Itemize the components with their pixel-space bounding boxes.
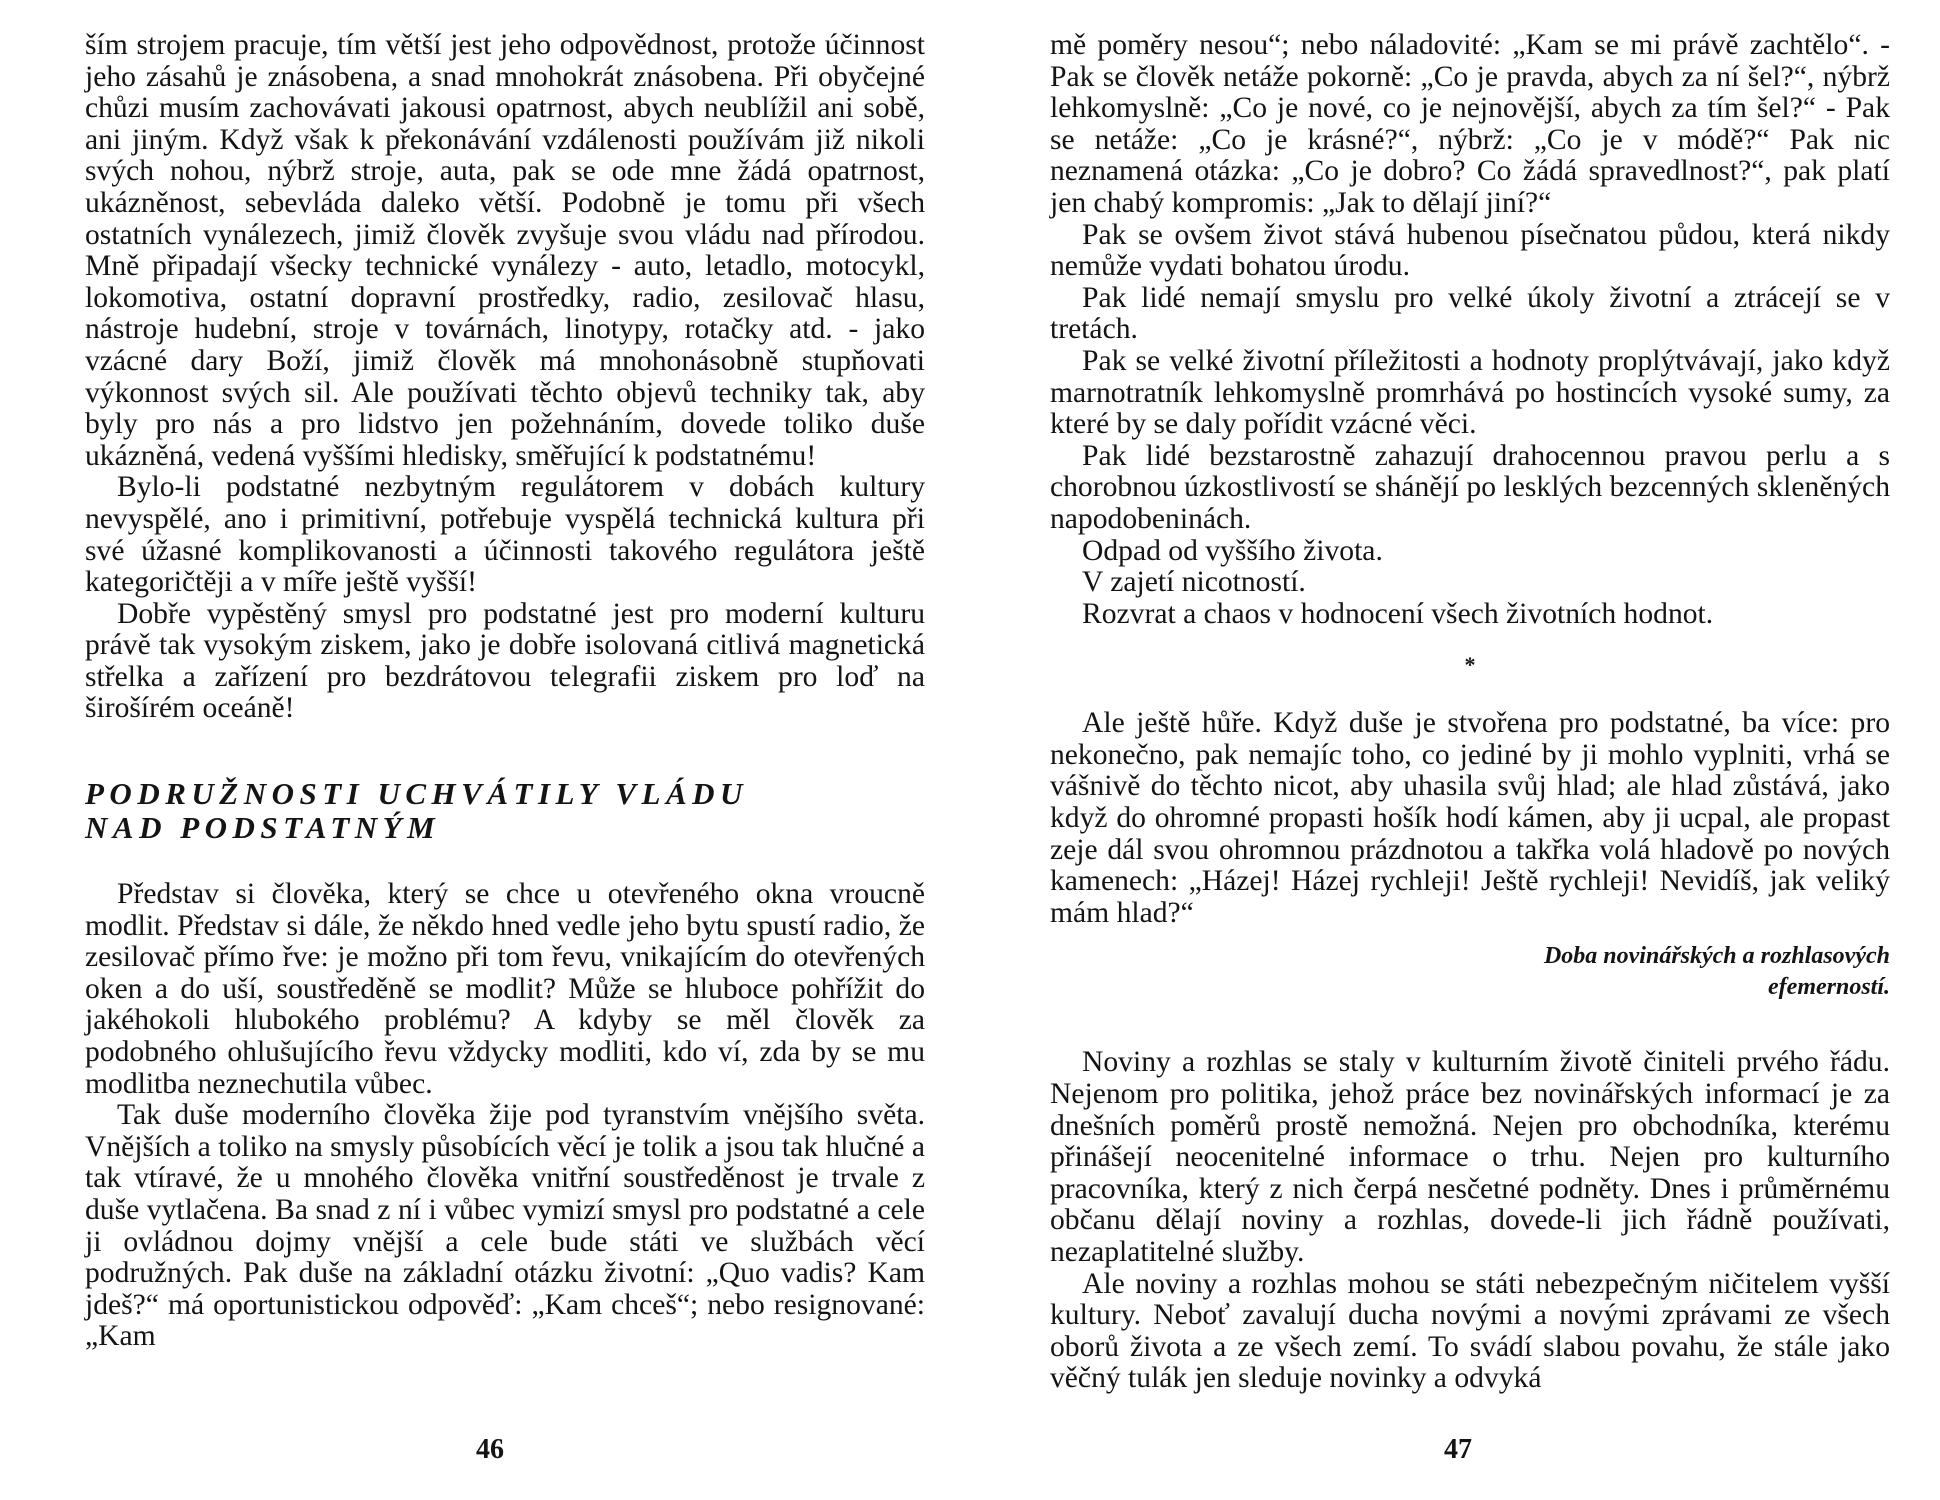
right-body-top <box>1050 30 1890 630</box>
section-heading-line: NAD PODSTATNÝM <box>85 810 441 846</box>
paragraph: ším strojem pracuje, tím větší jest jeho odpovědnost, protože účinnost jeho zásahů je znásobena, a snad mnohokrát znásobena. Při obyčejné chůzi musím zachovávati jakousi opatrnost, abych neublížil ani sobě, ani jiným. Když však k překonávání vzdálenosti používám již nikoli svých nohou, nýbrž stroje, auta, pak se ode mne žádá opatrnost, ukázněnost, sebevláda daleko větší. Podobně je tomu při všech ostatních vynálezech, jimiž člověk zvyšuje svou vládu nad přírodou. Mně připadají všecky technické vynálezy - auto, letadlo, motocykl, lokomotiva, ostatní dopravní prostředky, radio, zesilovač hlasu, nástroje hudební, stroje v továrnách, linotypy, rotačky atd. - jako vzácné dary Boží, jimiž člověk má mnohonásobně stupňovati výkonnost svých sil. Ale používati těchto objevů techniky tak, aby byly pro nás a pro lidstvo jen požehnáním, dovede toliko duše ukázněná, vedená vyššími hledisky, směřující k podstatnému! <box>85 29 925 472</box>
paragraph: Rozvrat a chaos v hodnocení všech životních hodnot. <box>1082 597 1714 630</box>
paragraph: Tak duše moderního člověka žije pod tyranstvím vnějšího světa. Vnějších a toliko na smysly působících věcí je tolik a jsou tak hlučné a tak vtíravé, že u mnohého člověka vnitřní soustředěnost je trvale z duše vytlačena. Ba snad z ní i vůbec vymizí smysl pro podstatné a cele ji ovládnou dojmy vnější a cele bude státi ve službách věcí podružných. Pak duše na základní otázku životní: „Quo vadis? Kam jdeš?“ má oportunistickou odpověď: „Kam chceš“; nebo resignované: „Kam <box>85 1099 925 1353</box>
paragraph: Pak se velké životní příležitosti a hodnoty proplýtvávají, jako když marnotratník lehkomyslně promrhává po hostincích vysoké sumy, za které by se daly pořídit vzácné věci. <box>1050 344 1890 441</box>
right-page <box>1050 30 1890 1395</box>
left-body-top <box>85 30 925 725</box>
left-body-bottom <box>85 879 925 1353</box>
paragraph: Pak lidé nemají smyslu pro velké úkoly životní a ztrácejí se v tretách. <box>1050 281 1890 346</box>
paragraph: Ale noviny a rozhlas mohou se státi nebezpečným ničitelem vyšší kultury. Neboť zavalují ducha novými a novými zprávami ze všech oborů života a ze všech zemí. To svádí slabou povahu, že stále jako věčný tulák jen sleduje novinky a odvyká <box>1050 1267 1890 1395</box>
right-body-mid <box>1050 708 1890 929</box>
subsection-title <box>1050 941 1890 1003</box>
section-heading <box>85 777 925 845</box>
paragraph: Pak lidé bezstarostně zahazují drahocennou pravou perlu a s chorobnou úzkostlivostí se shánějí po lesklých bezcenných skleněných napodobeninách. <box>1050 439 1890 535</box>
right-body-bottom <box>1050 1047 1890 1395</box>
paragraph: V zajetí nicotností. <box>1082 566 1306 599</box>
paragraph: Ale ještě hůře. Když duše je stvořena pro podstatné, ba více: pro nekonečno, pak nemajíc toho, co jediné by ji mohlo vyplniti, vrhá se vášnivě do těchto nicot, aby uhasila svůj hlad; ale hlad zůstává, jako když do ohromné propasti hošík hodí kámen, aby ji ucpal, ale propast zeje dál svou ohromnou prázdnotou a takřka volá hladově po nových kamenech: „Házej! Házej rychleji! Ještě rychleji! Nevidíš, jak veliký mám hlad?“ <box>1050 707 1890 929</box>
paragraph: Dobře vypěstěný smysl pro podstatné jest pro moderní kulturu právě tak vysokým ziskem, jako je dobře isolovaná citlivá magnetická střelka a zařízení pro bezdrátovou telegrafii ziskem pro loď na širošírém oceáně! <box>85 597 925 725</box>
paragraph: Pak se ovšem život stává hubenou písečnatou půdou, která nikdy nemůže vydati bohatou úrodu. <box>1050 218 1890 283</box>
page-number-right: 47 <box>1444 1434 1472 1465</box>
paragraph: Odpad od vyššího života. <box>1082 534 1383 567</box>
subsection-title-line: efemerností. <box>1768 974 1890 1001</box>
subsection-title-line: Doba novinářských a rozhlasových <box>1543 943 1890 970</box>
paragraph: Noviny a rozhlas se staly v kulturním životě činiteli prvého řádu. Nejenom pro politika, jehož práce bez novinářských informací je za dnešních poměrů prostě nemožná. Nejen pro obchodníka, kterému přinášejí neocenitelné informace o trhu. Nejen pro kulturního pracovníka, který z nich čerpá nesčetné podněty. Dnes i průměrnému občanu dělají noviny a rozhlas, dovede-li jich řádně používati, nezaplatitelné služby. <box>1050 1046 1890 1268</box>
paragraph: Bylo-li podstatné nezbytným regulátorem v dobách kultury nevyspělé, ano i primitivní, potřebuje vyspělá technická kultura při své úžasné komplikovanosti a účinnosti takového regulátora ještě kategoričtěji a v míře ještě vyšší! <box>85 471 925 599</box>
section-separator: * <box>1464 652 1476 678</box>
paragraph: Představ si člověka, který se chce u otevřeného okna vroucně modlit. Představ si dále, že někdo hned vedle jeho bytu spustí radio, že zesilovač přímo řve: je možno při tom řevu, vnikajícím do otevřených oken a do uší, soustředěně se modlit? Může se hluboce pohřížit do jakéhokoli hlubokého problému? A kdyby se měl člověk za podobného ohlušujícího řevu vždycky modliti, kdo ví, zda by se mu modlitba neznechutila vůbec. <box>85 878 925 1100</box>
paragraph: mě poměry nesou“; nebo náladovité: „Kam se mi právě zachtělo“. - Pak se člověk netáže pokorně: „Co je pravda, abych za ní šel?“, nýbrž lehkomyslně: „Co je nové, co je nejnovější, abych za tím šel?“ - Pak se netáže: „Co je krásné?“, nýbrž: „Co je v módě?“ Pak nic neznamená otázka: „Co je dobro? Co žádá spravedlnost?“, pak platí jen chabý kompromis: „Jak to dělají jiní?“ <box>1050 29 1890 219</box>
left-page <box>85 30 925 1353</box>
page-number-left: 46 <box>476 1434 504 1465</box>
section-heading-line: PODRUŽNOSTI UCHVÁTILY VLÁDU <box>85 776 748 812</box>
